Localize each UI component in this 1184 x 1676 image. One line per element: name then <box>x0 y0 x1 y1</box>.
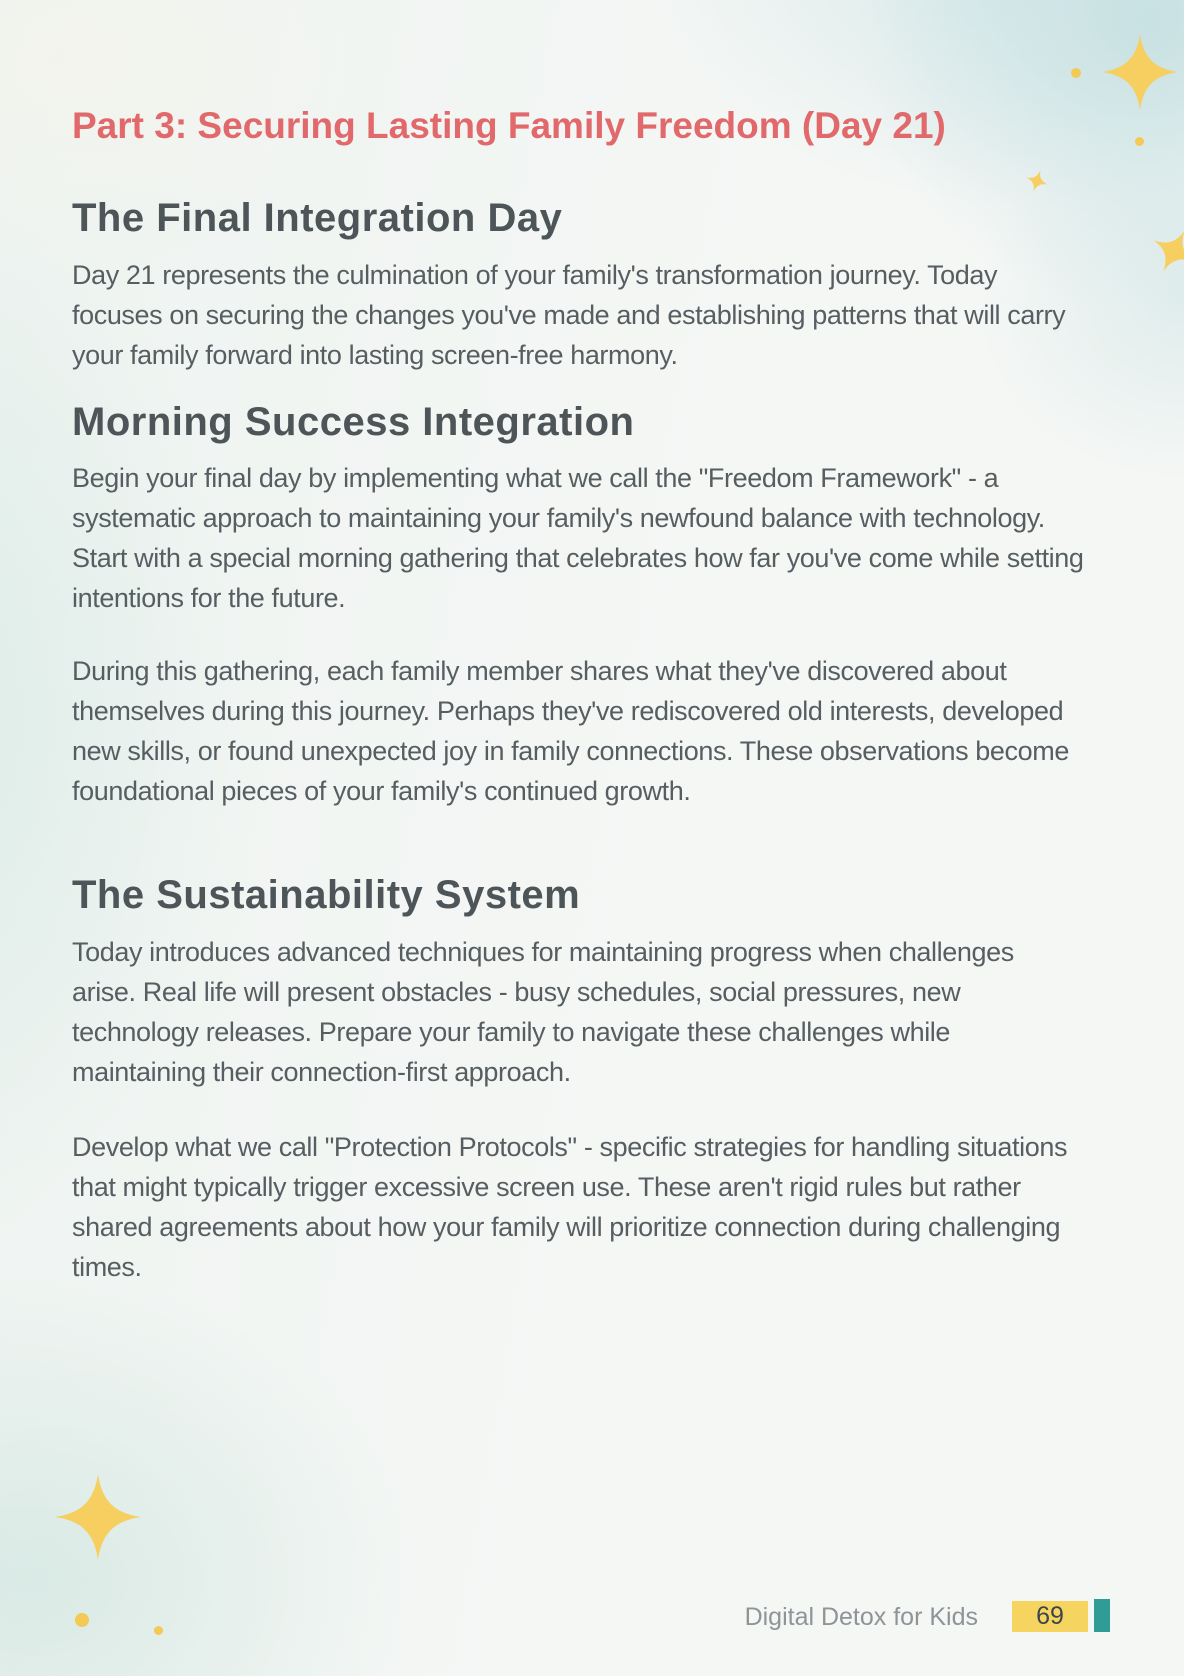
sparkle-star-icon <box>55 1474 141 1560</box>
sparkle-dot-icon <box>154 1626 163 1635</box>
page-title: Part 3: Securing Lasting Family Freedom (Day 21) <box>72 105 946 146</box>
section-heading-final-integration-day: The Final Integration Day <box>72 196 563 240</box>
footer-accent-bar <box>1094 1599 1110 1632</box>
paragraph: Begin your final day by implementing what we call the "Freedom Framework" - a systematic approach to maintaining your family's newfound balance with technology. Start with a special morning gathering that celebrates how far you've come while setting intentions for the future. <box>72 463 1084 613</box>
sparkle-dot-icon <box>75 1613 89 1627</box>
section-heading-sustainability-system: The Sustainability System <box>72 873 581 917</box>
paragraph: Develop what we call "Protection Protocols" - specific strategies for handling situations that might typically trigger excessive screen use. These aren't rigid rules but rather shared agreements about how your family will prioritize connection during challenging times. <box>72 1132 1068 1282</box>
paragraph: Day 21 represents the culmination of your family's transformation journey. Today focuses on securing the changes you've made and establishing patterns that will carry your family forward into lasting screen-free harmony. <box>72 260 1066 370</box>
sparkle-star-icon <box>1023 167 1051 195</box>
paragraph: During this gathering, each family member shares what they've discovered about themselves during this journey. Perhaps they've rediscovered old interests, developed new skills, or found unexpected joy in family connections. These observations become foundational pieces of your family's continued growth. <box>72 656 1069 806</box>
sparkle-star-icon <box>1102 32 1178 112</box>
section-heading-morning-success-integration: Morning Success Integration <box>72 400 635 444</box>
sparkle-dot-icon <box>1071 68 1081 78</box>
sparkle-star-icon <box>1143 220 1184 282</box>
footer-book-title: Digital Detox for Kids <box>744 1603 978 1631</box>
page-number-badge: 69 <box>1012 1601 1088 1632</box>
sparkle-dot-icon <box>1135 137 1144 146</box>
paragraph: Today introduces advanced techniques for maintaining progress when challenges arise. Real life will present obstacles - busy schedules, social pressures, new technology releases. Prepare your family to navigate these challenges while maintaining their connection-first approach. <box>72 937 1014 1087</box>
